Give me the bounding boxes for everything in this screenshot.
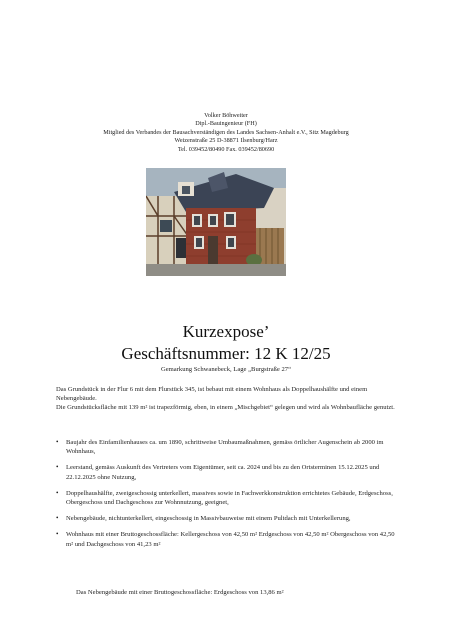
intro-section xyxy=(56,385,396,413)
intro-paragraph-2: Die Grundstücksfläche mit 139 m² ist trapezförmig, eben, in einem „Mischgebiet“ gelegen und wird als Wohnbaufläche genutzt. xyxy=(56,404,395,412)
letterhead-phone: Tel. 039452/80490 Fax. 039452/80690 xyxy=(177,145,275,153)
expose-title: Kurzexpose’ xyxy=(182,322,270,341)
letterhead-address: Weizenstraße 25 D-38871 Ilsenburg/Harz xyxy=(174,137,278,145)
house-photo-image xyxy=(146,168,286,276)
letterhead xyxy=(30,112,422,154)
letterhead-title: Dipl.-Bauingenieur (FH) xyxy=(195,120,257,128)
list-item xyxy=(56,463,396,481)
bullet-icon: • xyxy=(56,488,59,497)
list-item-text: Baujahr des Einfamilienhauses ca. um 1890, schrittweise Umbaumaßnahmen, gemäss örtlicher Augenschein ab 2000 im Wohnhaus, xyxy=(66,439,384,456)
list-item xyxy=(56,489,396,507)
property-details-list xyxy=(56,438,396,556)
list-item xyxy=(56,438,396,456)
list-item-text: Nebengebäude, nichtunterkellert, eingeschossig in Massivbauweise mit einem Pultdach mit Unterkellerung, xyxy=(66,515,351,523)
house-photo xyxy=(146,168,286,276)
location-line: Gemarkung Schwanebeck, Lage „Burgstraße 27“ xyxy=(160,366,292,373)
list-item-text: Wohnhaus mit einer Bruttogeschossfläche: Kellergeschoss von 42,50 m² Erdgeschoss von 42,50 m² Obergeschoss von 42,50 m² und Dachgeschoss von 41,23 m² xyxy=(66,531,395,548)
letterhead-membership: Mitglied des Verbandes der Bausachverständigen des Landes Sachsen-Anhalt e.V., Sitz Magdeburg xyxy=(103,128,349,136)
list-item-text: Leerstand, gemäss Auskunft des Vertreters vom Eigentümer, seit ca. 2024 und bis zu den Ortsterminen 15.12.2025 und 22.12.2025 ohne Nutzung, xyxy=(66,464,380,481)
list-item-text: Doppelhaushälfte, zweigeschossig unterkellert, massives sowie in Fachwerkkonstruktion errichtetes Gebäude, Erdgeschoss, Obergeschoss und Dachgeschoss zur Wohnnutzung, geeignet, xyxy=(66,489,393,507)
case-number: Geschäftsnummer: 12 K 12/25 xyxy=(121,344,331,363)
bullet-icon: • xyxy=(56,514,59,523)
footer-note: Das Nebengebäude mit einer Bruttogeschossfläche: Erdgeschoss von 13,86 m² xyxy=(76,589,284,596)
bullet-icon: • xyxy=(56,463,59,472)
list-item xyxy=(56,514,396,523)
letterhead-name: Volker Böhweiter xyxy=(204,112,248,119)
intro-paragraph-1: Das Grundstück in der Flur 6 mit dem Flurstück 345, ist bebaut mit einem Wohnhaus als Doppelhaushälfte und einem Nebengebäude. xyxy=(56,386,368,403)
bullet-icon: • xyxy=(56,530,59,539)
list-item xyxy=(56,530,396,548)
bullet-icon: • xyxy=(56,438,59,446)
